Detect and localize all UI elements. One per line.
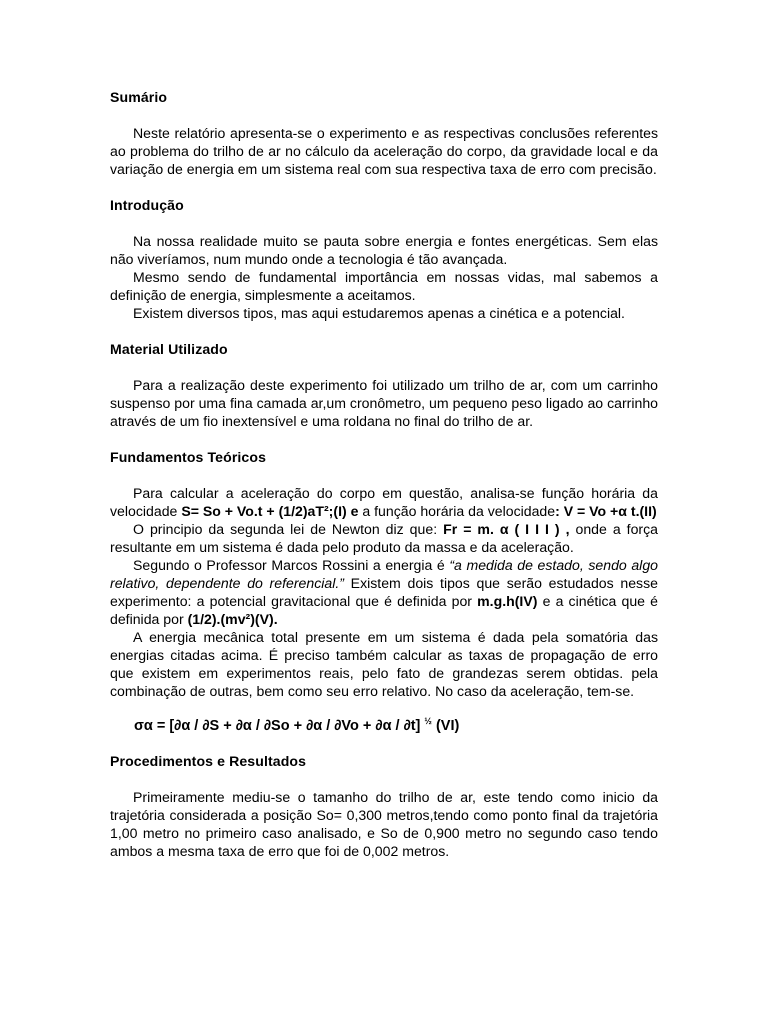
fundamentos-paragraph-4: A energia mecânica total presente em um sistema é dada pela somatória das energias citadas acima. É preciso também calcular as taxas de propagação de erro que existem em experimentos reais, pelo fato de grandezas serem obtidas. pela combinação de outras, bem como seu erro relativo. No caso da aceleração, tem-se. [110,629,658,699]
sumario-paragraph: Neste relatório apresenta-se o experimento e as respectivas conclusões referentes ao problema do trilho de ar no cálculo da aceleração do corpo, da gravidade local e da variação de energia em um sistema real com sua respectiva taxa de erro com precisão. [110,125,658,177]
heading-procedimentos: Procedimentos e Resultados [110,753,307,769]
heading-fundamentos: Fundamentos Teóricos [110,449,267,465]
error-propagation-formula [110,717,658,735]
equation-kinetic-energy: (1/2).(mv²)(V). [187,611,278,627]
fundamentos-paragraph-2 [110,520,658,556]
equation-velocity: : V = Vo +α t.(II) [555,503,657,519]
equation-position: S= So + Vo.t + (1/2)aT²;(I) e [181,503,359,519]
fundamentos-p3-text-a: Segundo o Professor Marcos Rossini a energia é [133,557,450,573]
fundamentos-paragraph-1 [110,484,658,520]
equation-newton: Fr = m. α ( I I I ) , [443,521,570,537]
quote-rossini: “a medida de estado, sendo algo relativo, dependente do referencial.” [110,557,658,591]
heading-sumario: Sumário [110,89,168,105]
heading-introducao: Introdução [110,197,184,213]
formula-label: (VI) [431,718,460,734]
heading-material: Material Utilizado [110,341,228,357]
document-page [110,88,658,860]
fundamentos-paragraph-3 [110,556,658,628]
fundamentos-p1-text-c: a função horária da velocidade [358,503,556,519]
fundamentos-p3-text-e: e a cinética que é definida por [110,593,658,627]
formula-exponent: ½ [424,716,432,727]
fundamentos-p3-text-c: Existem dois tipos que serão estudados nesse experimento: a potencial gravitacional que é definida por [110,575,658,609]
introducao-paragraph-3: Existem diversos tipos, mas aqui estudaremos apenas a cinética e a potencial. [133,305,625,321]
fundamentos-p2-text-c: onde a força resultante em um sistema é dada pelo produto da massa e da aceleração. [110,521,658,555]
material-paragraph: Para a realização deste experimento foi utilizado um trilho de ar, com um carrinho suspenso por uma fina camada ar,um cronômetro, um pequeno peso ligado ao carrinho através de um fio inextensível e uma roldana no final do trilho de ar. [110,377,658,429]
fundamentos-p2-text-a: O principio da segunda lei de Newton diz que: [133,521,444,537]
fundamentos-p1-text-a: Para calcular a aceleração do corpo em questão, analisa-se função horária da velocidade [110,485,658,519]
introducao-paragraph-1: Na nossa realidade muito se pauta sobre energia e fontes energéticas. Sem elas não viveríamos, num mundo onde a tecnologia é tão avançada. [110,233,658,267]
equation-potential-energy: m.g.h(IV) [477,593,538,609]
procedimentos-paragraph: Primeiramente mediu-se o tamanho do trilho de ar, este tendo como inicio da trajetória considerada a posição So= 0,300 metros,tendo como ponto final da trajetória 1,00 metro no primeiro caso analisado, e So de 0,900 metro no segundo caso tendo ambos a mesma taxa de erro que foi de 0,002 metros. [110,789,658,859]
introducao-paragraph-2: Mesmo sendo de fundamental importância em nossas vidas, mal sabemos a definição de energia, simplesmente a aceitamos. [110,269,658,303]
formula-main: σα = [∂α / ∂S + ∂α / ∂So + ∂α / ∂Vo + ∂α / ∂t] [134,718,421,734]
